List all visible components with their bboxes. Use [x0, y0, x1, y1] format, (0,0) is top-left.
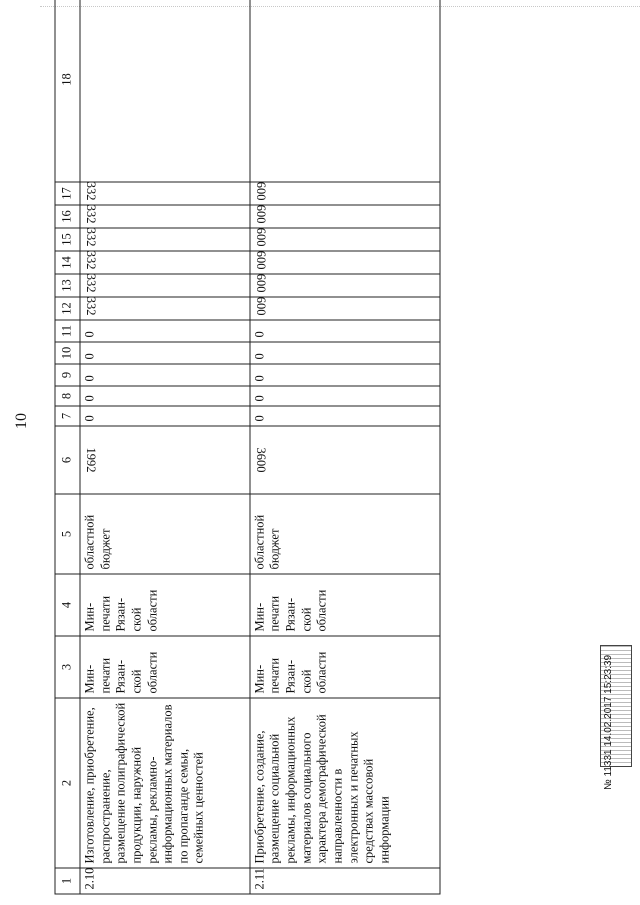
- row-c18: [80, 0, 250, 182]
- header-col-10: 10: [55, 342, 80, 364]
- header-row: [55, 0, 80, 894]
- row-c17: 600: [250, 182, 440, 205]
- doc-number-wrap: [603, 640, 617, 790]
- row-c9: 0: [250, 364, 440, 386]
- row-c7: 0: [80, 406, 250, 426]
- row-c10: 0: [250, 342, 440, 364]
- row-c16: 332: [80, 205, 250, 228]
- row-total: 3600: [250, 426, 440, 494]
- header-col-2: 2: [55, 698, 80, 868]
- row-c11: 0: [250, 320, 440, 342]
- header-col-9: 9: [55, 364, 80, 386]
- row-id: 2.10: [80, 868, 250, 894]
- row-executor: Мин-печати Рязан-ской области: [80, 574, 250, 636]
- row-c8: 0: [250, 386, 440, 406]
- row-c17: 332: [80, 182, 250, 205]
- row-name: Изготовление, приобретение, распространение, размещение полиграфической продукции, наружной рекламы, рекламно-информационных материалов по пропаганде семьи, семейных ценностей: [80, 698, 250, 868]
- row-coexecutor: Мин-печати Рязан-ской области: [250, 636, 440, 698]
- row-c14: 600: [250, 251, 440, 274]
- row-coexecutor: Мин-печати Рязан-ской области: [80, 636, 250, 698]
- header-col-3: 3: [55, 636, 80, 698]
- header-col-17: 17: [55, 182, 80, 205]
- row-source: областной бюджет: [250, 494, 440, 574]
- program-table: [55, 0, 441, 895]
- row-c16: 600: [250, 205, 440, 228]
- header-col-4: 4: [55, 574, 80, 636]
- row-name: Приобретение, создание, размещение социальной рекламы, информационных материалов социального характера демографической направленности в электронных и печатных средствах массовой информации: [250, 698, 440, 868]
- header-col-14: 14: [55, 251, 80, 274]
- row-executor: Мин-печати Рязан-ской области: [250, 574, 440, 636]
- row-c15: 332: [80, 228, 250, 251]
- table-row: [250, 0, 440, 894]
- row-c12: 600: [250, 297, 440, 320]
- header-col-8: 8: [55, 386, 80, 406]
- header-col-7: 7: [55, 406, 80, 426]
- row-c9: 0: [80, 364, 250, 386]
- row-c18: [250, 0, 440, 182]
- doc-number: № 11331 14.02.2017 15:23:39: [603, 654, 614, 790]
- header-col-5: 5: [55, 494, 80, 574]
- row-c12: 332: [80, 297, 250, 320]
- page-number: 10: [13, 413, 30, 429]
- header-col-12: 12: [55, 297, 80, 320]
- row-c10: 0: [80, 342, 250, 364]
- table-row: [80, 0, 250, 894]
- header-col-1: 1: [55, 868, 80, 894]
- header-col-6: 6: [55, 426, 80, 494]
- row-total: 1992: [80, 426, 250, 494]
- header-col-13: 13: [55, 274, 80, 297]
- row-c15: 600: [250, 228, 440, 251]
- row-c11: 0: [80, 320, 250, 342]
- row-c13: 600: [250, 274, 440, 297]
- header-col-15: 15: [55, 228, 80, 251]
- header-col-18: 18: [55, 0, 80, 182]
- header-col-16: 16: [55, 205, 80, 228]
- row-c14: 332: [80, 251, 250, 274]
- row-c13: 332: [80, 274, 250, 297]
- row-c8: 0: [80, 386, 250, 406]
- header-col-11: 11: [55, 320, 80, 342]
- row-c7: 0: [250, 406, 440, 426]
- row-id: 2.11: [250, 868, 440, 894]
- row-source: областной бюджет: [80, 494, 250, 574]
- table-container: [54, 28, 440, 895]
